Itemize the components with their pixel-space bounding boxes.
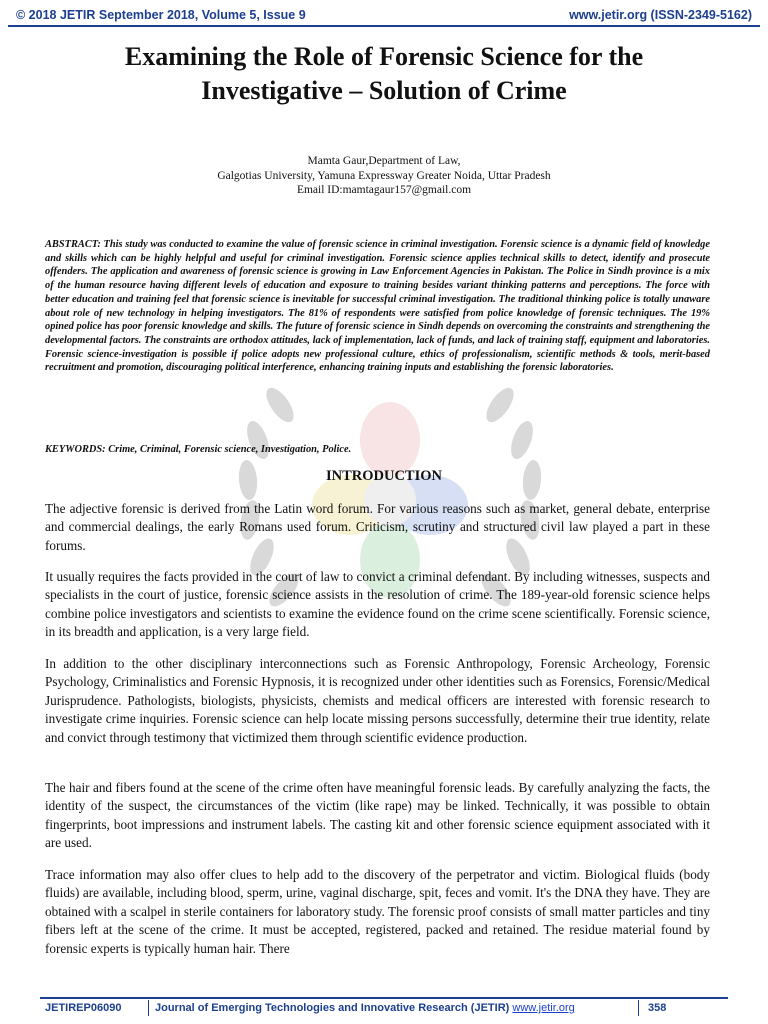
- header-rule: [8, 25, 760, 27]
- page-header: [16, 6, 752, 24]
- body-paragraph: It usually requires the facts provided in the court of law to convict a criminal defendant. By including witnesses, suspects and specialists in the court of justice, forensic science assists in the resolution of crime. The 189-year-old forensic science helps combine police investigators and scientists to examine the evidence found on the crime scene scientifically. Forensic science, in its breadth and application, is a very large field.: [45, 569, 710, 640]
- journal-title: Journal of Emerging Technologies and Innovative Research (JETIR): [155, 1002, 510, 1014]
- body-paragraph: The adjective forensic is derived from the Latin word forum. For various reasons such as market, general debate, enterprise and commercial dealings, the early Romans used forum. Criticism, scrutiny and structured civil law played a part in these forums.: [45, 501, 710, 553]
- footer-rule: [40, 997, 728, 999]
- journal-issue-info: © 2018 JETIR September 2018, Volume 5, Issue 9: [16, 8, 306, 22]
- footer-divider: [148, 1000, 149, 1016]
- author-affiliation: Galgotias University, Yamuna Expressway Greater Noida, Uttar Pradesh: [217, 169, 551, 182]
- author-name-department: Mamta Gaur,Department of Law,: [307, 155, 461, 167]
- abstract: ABSTRACT: This study was conducted to examine the value of forensic science in criminal investigation. Forensic science is a dynamic field of knowledge and skills which can be highly helpful and useful for criminal investigation. Forensic science applies technical skills to detect, identify and prosecute offenders. The application and awareness of forensic science is growing in Law Enforcement Agencies in Pakistan. The Police in Sindh province is a mix of the human resource having different levels of education and exposure to training besides variant thinking patterns and perceptions. The force with better education and training feel that forensic science is inevitable for successful criminal investigation. The traditional thinking police is totally unaware about role of new technology in helping investigators. The 81% of respondents were satisfied from police knowledge of forensic techniques. The 19% opined police has poor forensic knowledge and skills. The future of forensic science in Sindh depends on overcoming the constraints and strengthening the developmental factors. The constraints are orthodox attitudes, lack of implementation, lack of funds, and lack of training staff, equipment and laboratories. Forensic science-investigation is possible if police adopts new professional culture, ethics of professionalism, scientific methods & tools, merit-based recruitment and promotion, discouraging political interference, enhancing training inputs and establishing the forensic laboratories.: [45, 239, 710, 374]
- title-line-2: Investigative – Solution of Crime: [201, 76, 567, 105]
- author-block: [30, 154, 738, 198]
- journal-website-issn: www.jetir.org (ISSN-2349-5162): [569, 8, 752, 22]
- page-footer: [45, 1000, 728, 1018]
- footer-divider: [638, 1000, 639, 1016]
- journal-website-link[interactable]: www.jetir.org: [512, 1002, 575, 1014]
- body-paragraph: Trace information may also offer clues to help add to the discovery of the perpetrator and victim. Biological fluids (body fluids) are available, including blood, sperm, urine, vaginal discharge, spit, feces and vomit. It's the DNA they have. They are obtained with a scalpel in sterile containers for laboratory study. The forensic proof consists of small matter particles and tiny fibers left at the scene of the crime. It must be accepted, registered, packed and retained. The residue material found by forensic experts is typically human hair. There: [45, 867, 710, 956]
- author-email: Email ID:mamtagaur157@gmail.com: [296, 184, 472, 196]
- journal-name: [155, 1002, 575, 1014]
- title-line-1: Examining the Role of Forensic Science for the: [124, 42, 644, 71]
- body-paragraph: The hair and fibers found at the scene of the crime often have meaningful forensic leads. By carefully analyzing the facts, the identity of the suspect, the circumstances of the victim (like rape) may be linked. Technically, it was possible to obtain fingerprints, boot impressions and instrument labels. The casting kit and other forensic science equipment associated with it are used.: [45, 780, 710, 851]
- section-heading-introduction: INTRODUCTION: [325, 468, 442, 484]
- paper-title: [30, 40, 738, 108]
- keywords: KEYWORDS: Crime, Criminal, Forensic science, Investigation, Police.: [45, 444, 352, 455]
- paper-id: JETIREP06090: [45, 1002, 122, 1014]
- page-number: 358: [648, 1002, 667, 1014]
- body-paragraph: In addition to the other disciplinary interconnections such as Forensic Anthropology, Forensic Archeology, Forensic Psychology, Criminalistics and Forensic Hypnosis, it is recognized under other identities such as Forensics, Forensic/Medical Jurisprudence. Pathologists, biologists, physicists, chemists and medical officers are interested with forensic research to investigate crime inquiries. Forensic science can help locate missing persons successfully, determine their true identity, relate and convict through testimony that victimized them through scientific evidence production.: [45, 656, 710, 745]
